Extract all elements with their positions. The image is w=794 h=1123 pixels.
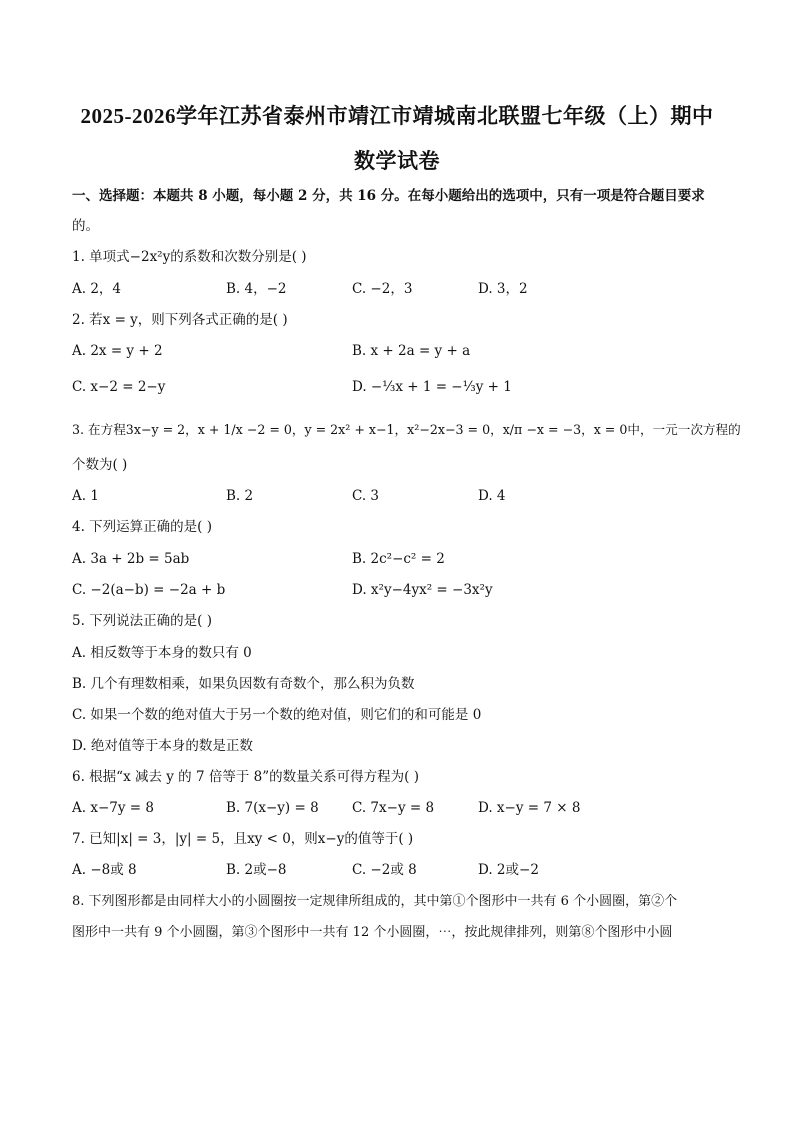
question-3-stem: 3. 在方程3x−y = 2，x + 1/x −2 = 0，y = 2x² + x−1，x²−2x−3 = 0，x/π −x = −3，x = 0中，一元一次方程的: [72, 422, 741, 437]
question-2-option-b: B. x + 2a = y + a: [352, 343, 471, 359]
question-1-option-a: A. 2，4: [72, 281, 122, 297]
question-7-stem: 7. 已知|x| = 3，|y| = 5，且xy < 0，则x−y的值等于( ): [72, 831, 414, 847]
question-4-option-a: A. 3a + 2b = 5ab: [72, 551, 190, 567]
question-2-option-d: D. −⅓x + 1 = −⅓y + 1: [352, 379, 512, 395]
section-heading-cont: 的。: [72, 218, 99, 234]
question-4-option-b: B. 2c²−c² = 2: [352, 551, 445, 567]
question-6-option-c: C. 7x−y = 8: [352, 800, 435, 816]
question-3-option-a: A. 1: [72, 488, 99, 504]
question-1-option-b: B. 4，−2: [226, 281, 287, 297]
exam-title-line2: 数学试卷: [354, 149, 440, 173]
question-3-option-d: D. 4: [478, 488, 506, 504]
question-5-option-b: B. 几个有理数相乘，如果负因数有奇数个，那么积为负数: [72, 676, 415, 692]
question-7-option-b: B. 2或−8: [226, 862, 287, 878]
question-5-option-c: C. 如果一个数的绝对值大于另一个数的绝对值，则它们的和可能是 0: [72, 707, 482, 723]
question-3-option-b: B. 2: [226, 488, 254, 504]
question-4-option-d: D. x²y−4yx² = −3x²y: [352, 582, 493, 598]
section-heading: 一、选择题：本题共 8 小题，每小题 2 分，共 16 分。在每小题给出的选项中，只有一项是符合题目要求: [72, 188, 705, 204]
question-1-stem: 1. 单项式−2x²y的系数和次数分别是( ): [72, 249, 307, 265]
question-4-stem: 4. 下列运算正确的是( ): [72, 519, 212, 535]
question-5-option-d: D. 绝对值等于本身的数是正数: [72, 738, 253, 754]
question-1-option-d: D. 3，2: [478, 281, 528, 297]
question-6-stem: 6. 根据“x 减去 y 的 7 倍等于 8”的数量关系可得方程为( ): [72, 769, 419, 785]
question-7-option-d: D. 2或−2: [478, 862, 539, 878]
question-8-stem: 8. 下列图形都是由同样大小的小圆圈按一定规律所组成的，其中第①个图形中一共有 6 个小圆圈，第②个: [72, 894, 678, 909]
question-4-option-c: C. −2(a−b) = −2a + b: [72, 582, 226, 598]
question-5-option-a: A. 相反数等于本身的数只有 0: [72, 645, 252, 661]
exam-title-line1: 2025-2026学年江苏省泰州市靖江市靖城南北联盟七年级（上）期中: [80, 104, 714, 128]
question-7-option-c: C. −2或 8: [352, 862, 417, 878]
question-3-stem-cont: 个数为( ): [72, 457, 128, 473]
question-6-option-b: B. 7(x−y) = 8: [226, 800, 319, 816]
question-6-option-a: A. x−7y = 8: [72, 800, 154, 816]
question-1-option-c: C. −2，3: [352, 281, 413, 297]
question-3-option-c: C. 3: [352, 488, 380, 504]
question-8-stem-cont: 图形中一共有 9 个小圆圈，第③个图形中一共有 12 个小圆圈，⋯，按此规律排列，则第⑧个图形中小圆: [72, 925, 673, 940]
question-7-option-a: A. −8或 8: [72, 862, 137, 878]
question-5-stem: 5. 下列说法正确的是( ): [72, 613, 212, 629]
question-2-stem: 2. 若x = y，则下列各式正确的是( ): [72, 312, 288, 328]
question-2-option-a: A. 2x = y + 2: [72, 343, 163, 359]
question-2-option-c: C. x−2 = 2−y: [72, 379, 166, 395]
question-6-option-d: D. x−y = 7 × 8: [478, 800, 581, 816]
